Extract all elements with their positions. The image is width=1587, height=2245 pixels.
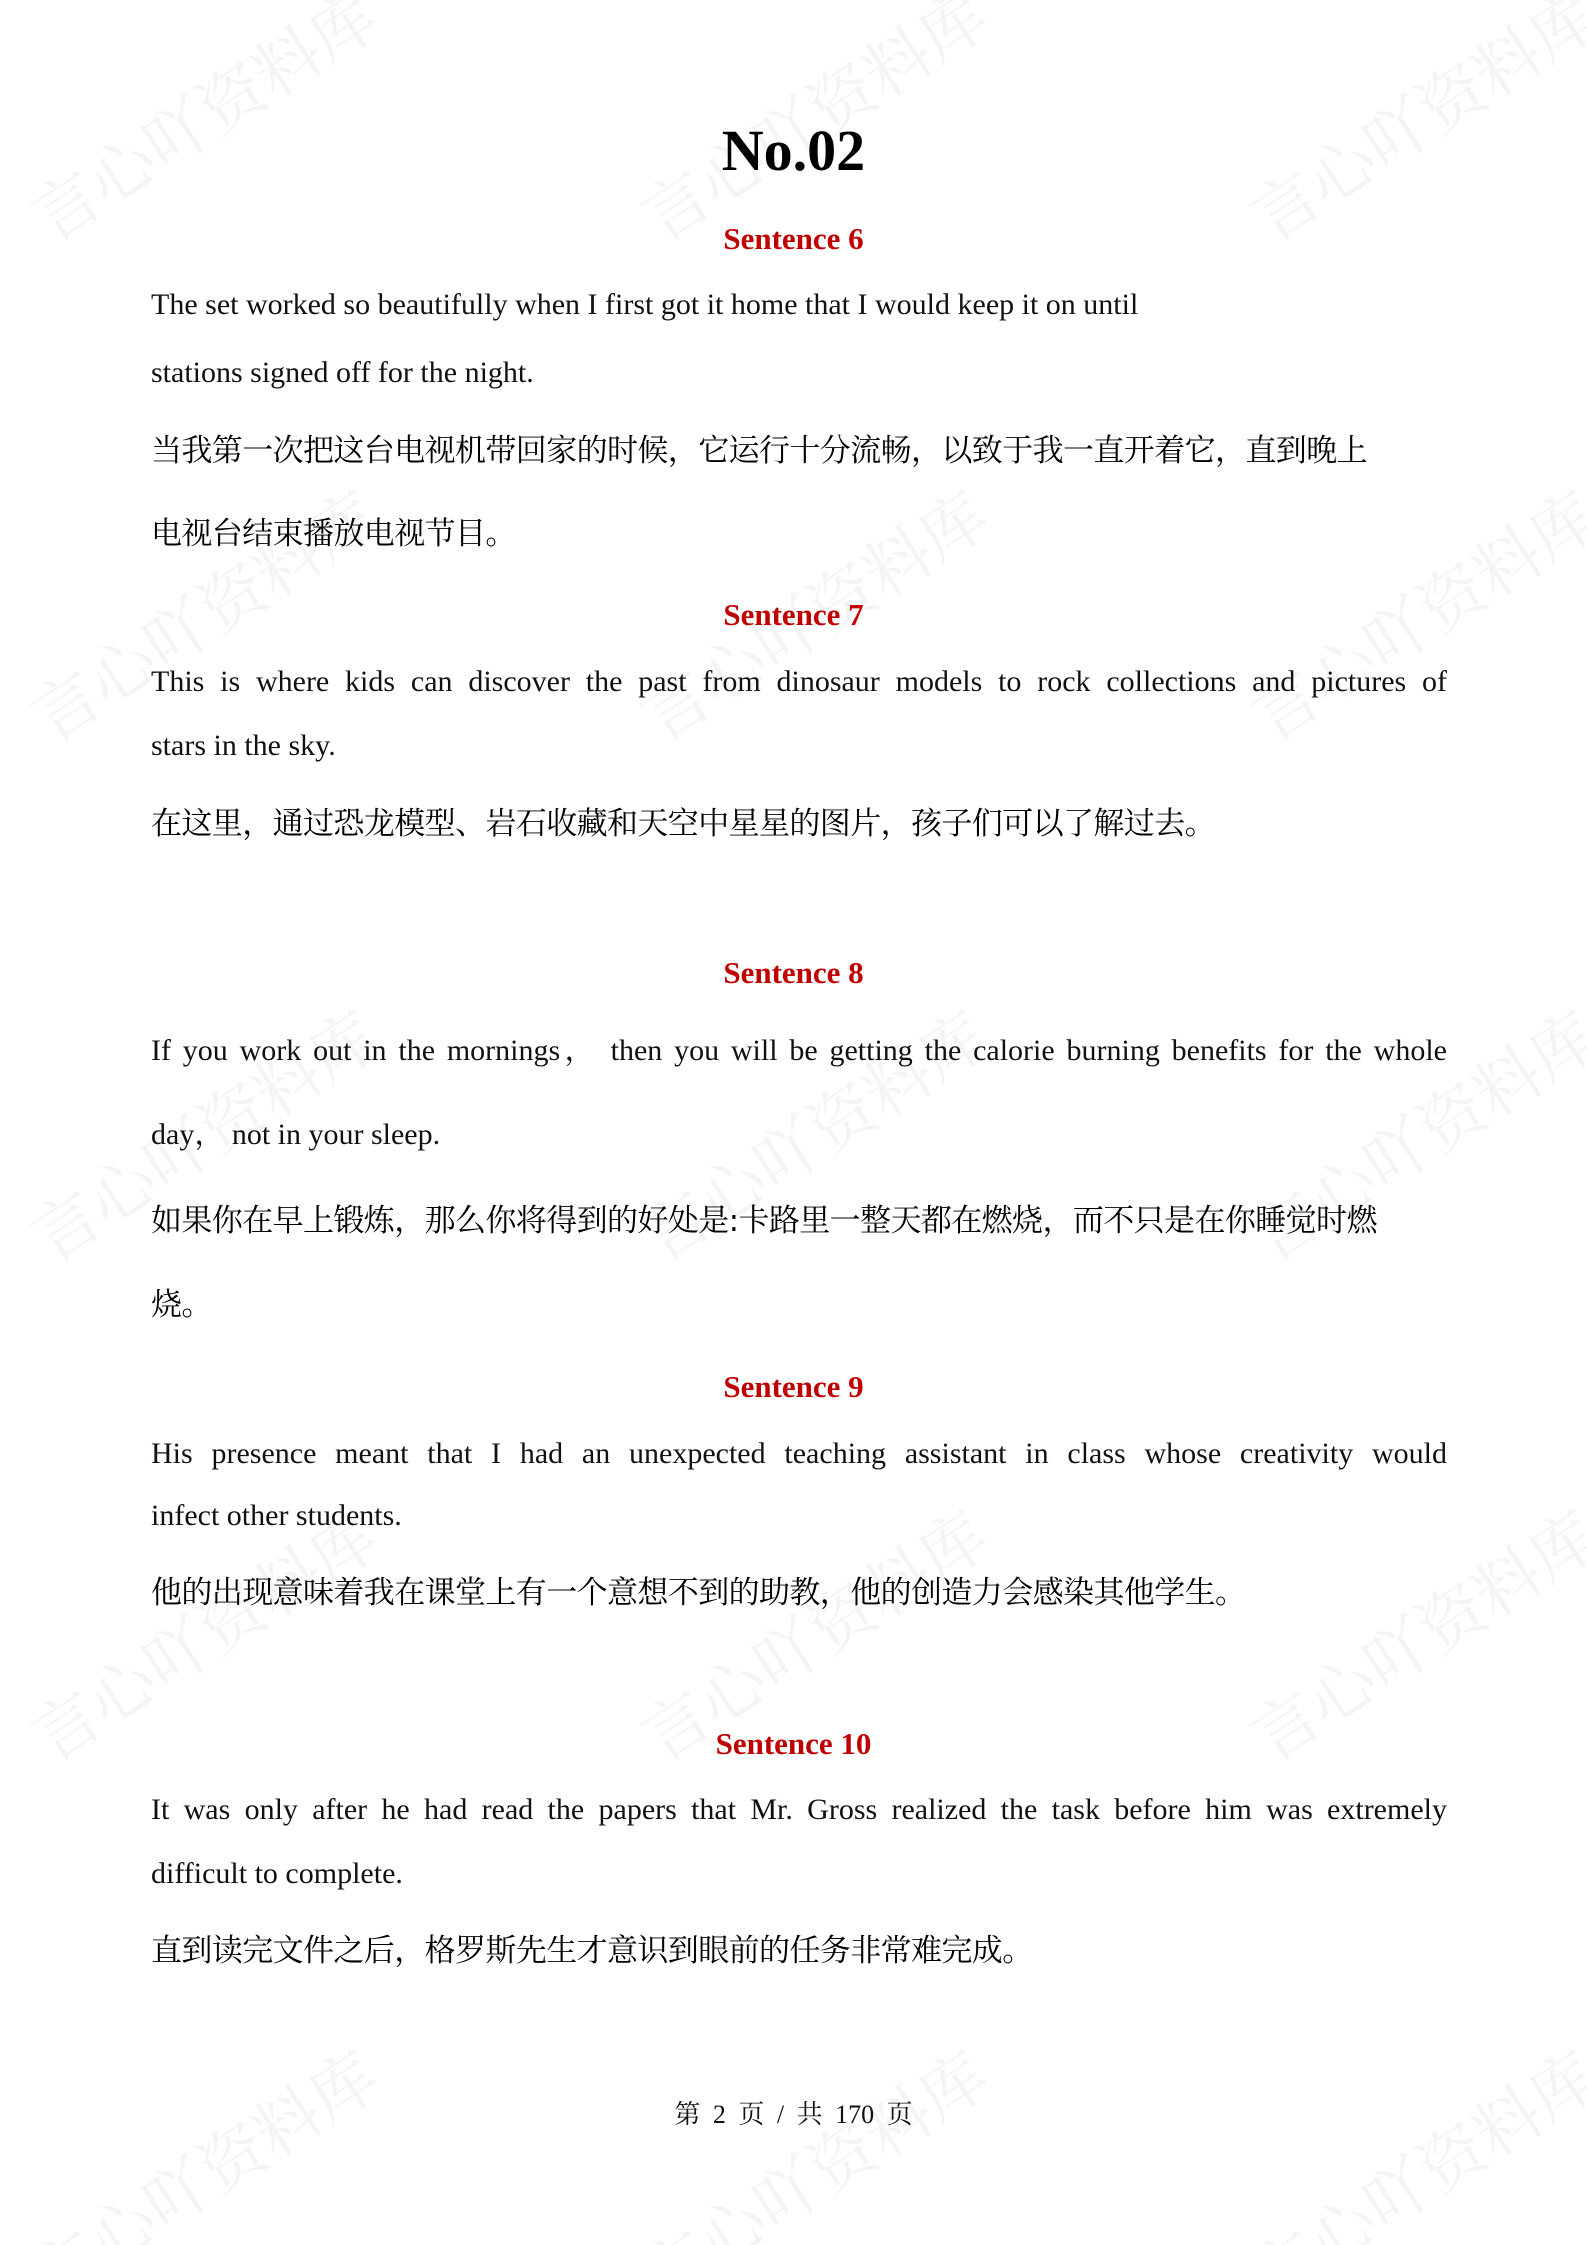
english-line: difficult to complete. xyxy=(151,1857,403,1890)
chinese-line: 当我第一次把这台电视机带回家的时候，它运行十分流畅，以致于我一直开着它，直到晚上 xyxy=(151,433,1367,469)
sentence-heading: Sentence 9 xyxy=(723,1369,864,1404)
sentence-heading: Sentence 10 xyxy=(715,1726,872,1761)
english-line: infect other students. xyxy=(151,1499,402,1532)
watermark xyxy=(620,2024,1004,2245)
chinese-line: 直到读完文件之后，格罗斯先生才意识到眼前的任务非常难完成。 xyxy=(151,1933,1033,1969)
sentence-heading: Sentence 7 xyxy=(723,597,864,632)
chinese-line: 如果你在早上锻炼，那么你将得到的好处是:卡路里一整天都在燃烧，而不只是在你睡觉时燃 xyxy=(151,1203,1377,1239)
watermark xyxy=(1230,2024,1587,2245)
english-line: day， not in your sleep. xyxy=(151,1118,441,1151)
watermark xyxy=(10,2024,394,2245)
page-title: No.02 xyxy=(721,118,866,183)
english-line: stars in the sky. xyxy=(151,729,336,762)
chinese-line: 他的出现意味着我在课堂上有一个意想不到的助教，他的创造力会感染其他学生。 xyxy=(151,1575,1246,1611)
sentence-heading: Sentence 8 xyxy=(723,955,864,990)
english-line: If you work out in the mornings， then you will be getting the calorie burning benefits for the whole xyxy=(151,1034,1447,1067)
chinese-line: 在这里，通过恐龙模型、岩石收藏和天空中星星的图片，孩子们可以了解过去。 xyxy=(151,806,1215,842)
english-line: The set worked so beautifully when I first got it home that I would keep it on until xyxy=(151,288,1139,321)
sentence-heading: Sentence 6 xyxy=(723,221,864,256)
english-line: His presence meant that I had an unexpected teaching assistant in class whose creativity would xyxy=(151,1437,1447,1470)
chinese-line: 烧。 xyxy=(151,1287,212,1323)
english-line: This is where kids can discover the past from dinosaur models to rock collections and pictures of xyxy=(151,665,1447,698)
page-number-footer: 第 2 页 / 共 170 页 xyxy=(674,2100,913,2129)
chinese-line: 电视台结束播放电视节目。 xyxy=(151,516,516,552)
english-line: stations signed off for the night. xyxy=(151,356,534,389)
english-line: It was only after he had read the papers that Mr. Gross realized the task before him was extremely xyxy=(151,1793,1447,1826)
